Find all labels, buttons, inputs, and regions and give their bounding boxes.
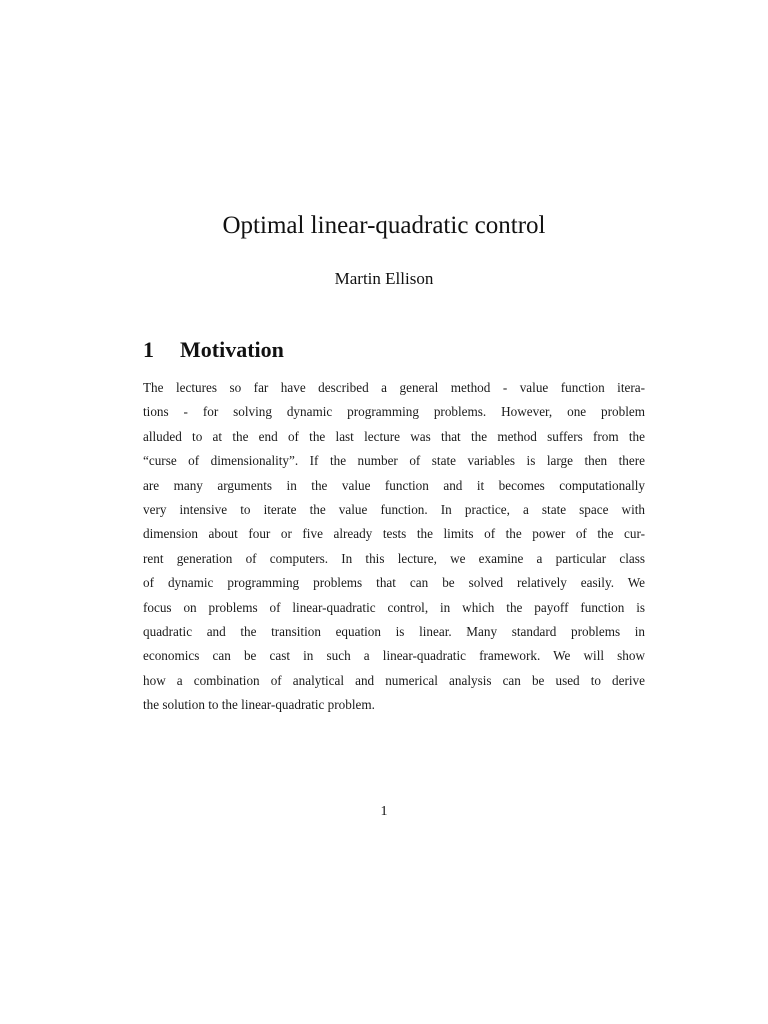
paragraph-line: very intensive to iterate the value function. In practice, a state space with (143, 501, 645, 517)
paragraph-line: rent generation of computers. In this lecture, we examine a particular class (143, 550, 645, 566)
page-number: 1 (380, 804, 388, 819)
paragraph-line: economics can be cast in such a linear-quadratic framework. We will show (143, 648, 645, 664)
paragraph-line: alluded to at the end of the last lecture was that the method suffers from the (143, 428, 645, 444)
document-title: Optimal linear-quadratic control (222, 212, 546, 239)
document-author: Martin Ellison (334, 269, 434, 288)
paragraph-line: dimension about four or five already tests the limits of the power of the cur- (143, 526, 645, 542)
section-title: Motivation (180, 337, 284, 362)
paragraph-line: “curse of dimensionality”. If the number of state variables is large then there (143, 453, 645, 469)
section-heading (143, 334, 284, 366)
section-number: 1 (143, 337, 154, 362)
paragraph-line: the solution to the linear-quadratic problem. (143, 697, 375, 713)
paragraph-line: tions - for solving dynamic programming problems. However, one problem (143, 404, 645, 420)
paragraph-line: focus on problems of linear-quadratic control, in which the payoff function is (143, 599, 645, 615)
paragraph-line: quadratic and the transition equation is linear. Many standard problems in (143, 623, 645, 639)
paragraph-line: are many arguments in the value function and it becomes computationally (143, 477, 645, 493)
body-paragraph (143, 376, 645, 717)
paragraph-line: The lectures so far have described a general method - value function itera- (143, 380, 645, 395)
paragraph-line: of dynamic programming problems that can be solved relatively easily. We (143, 575, 645, 591)
paragraph-line: how a combination of analytical and numerical analysis can be used to derive (143, 672, 645, 688)
